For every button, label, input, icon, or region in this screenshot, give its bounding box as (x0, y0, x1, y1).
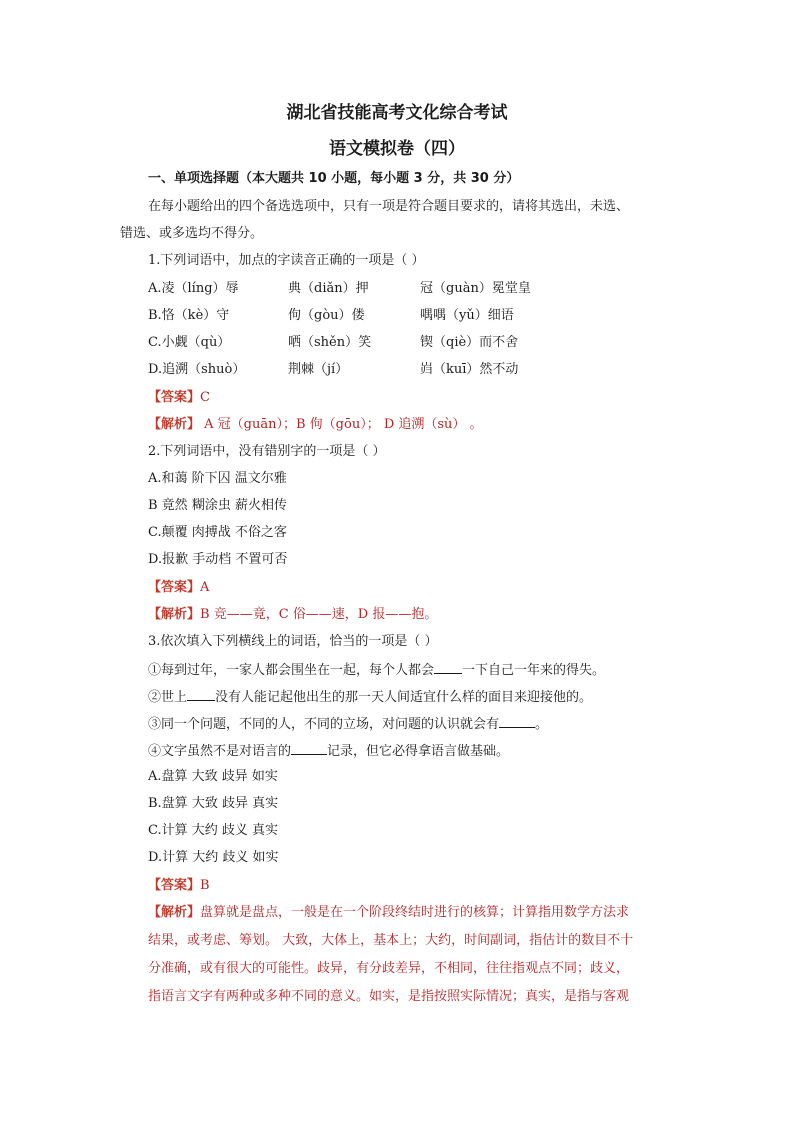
q2-option-c: C.颠覆 肉搏战 不俗之客 (148, 525, 287, 540)
q3-sentence-2-post: 没有人能记起他出生的那一天人间适宜什么样的面目来迎接他的。 (215, 690, 593, 705)
exam-subtitle: 语文模拟卷（四） (329, 139, 465, 159)
q1-analysis-label: 【解析】 (148, 417, 201, 432)
q1-option-b-word-2: 佝（gòu）偻 (288, 308, 365, 323)
q1-answer (148, 389, 210, 407)
q1-option-c-word-1: C.小觑（qù） (148, 335, 231, 350)
section-instruction-line-2: 错选、或多选均不得分。 (120, 226, 264, 241)
q1-option-b-word-3: 喁喁（yǔ）细语 (420, 308, 514, 323)
q2-analysis-label: 【解析】 (148, 607, 201, 622)
q3-sentence-2 (148, 687, 592, 707)
q2-analysis (148, 606, 437, 624)
q3-option-a: A.盘算 大致 歧异 如实 (148, 769, 278, 784)
section-instruction-line-1: 在每小题给出的四个备选选项中，只有一项是符合题目要求的，请将其选出，未选、 (148, 199, 630, 214)
q2-option-a: A.和蔼 阶下囚 温文尔雅 (148, 471, 287, 486)
q3-analysis-line-4: 指语言文字有两种或多种不同的意义。如实，是指按照实际情况；真实，是指与客观 (148, 989, 630, 1004)
exam-title: 湖北省技能高考文化综合考试 (286, 103, 508, 123)
q1-answer-value: C (200, 390, 210, 405)
q3-sentence-4 (148, 741, 509, 761)
section-heading: 一、单项选择题（本大题共 10 小题，每小题 3 分，共 30 分） (148, 171, 520, 186)
q3-sentence-1 (148, 660, 605, 680)
q3-sentence-4-pre: ④文字虽然不是对语言的 (148, 744, 292, 759)
q3-analysis-line-2: 结果，或考虑、筹划。 大致，大体上，基本上；大约，时间副词，指估计的数目不十 (148, 933, 634, 948)
q3-answer-label: 【答案】 (148, 878, 201, 893)
q3-sentence-2-pre: ②世上 (148, 690, 188, 705)
q3-blank-4 (291, 741, 327, 755)
q3-blank-1 (434, 660, 462, 674)
q3-analysis-line-3: 分准确，或有很大的可能性。歧异，有分歧差异，不相同，往往指观点不同；歧义， (148, 961, 630, 976)
q1-option-c-word-2: 哂（shěn）笑 (288, 335, 372, 350)
q1-option-d-word-2: 荆棘（jí） (288, 362, 349, 377)
q1-option-b-word-1: B.恪（kè）守 (148, 308, 230, 323)
q1-answer-label: 【答案】 (148, 390, 201, 405)
q1-option-c-word-3: 锲（qiè）而不舍 (420, 335, 519, 350)
q3-option-c: C.计算 大约 歧义 真实 (148, 823, 279, 838)
q3-analysis-line-1 (148, 904, 629, 922)
q3-blank-3 (499, 714, 535, 728)
q3-answer (148, 877, 210, 895)
q3-sentence-1-post: 一下自己一年来的得失。 (462, 663, 606, 678)
q3-analysis-label: 【解析】 (148, 905, 201, 920)
q3-option-d: D.计算 大约 歧义 如实 (148, 850, 279, 865)
q3-sentence-3-post: 。 (535, 717, 549, 732)
q1-option-d-word-3: 岿（kuī）然不动 (420, 362, 519, 377)
q2-answer-label: 【答案】 (148, 580, 201, 595)
q1-option-a-word-1: A.凌（líng）辱 (148, 281, 239, 296)
q3-blank-2 (187, 687, 215, 701)
q2-analysis-text: B 竞——竟，C 俗——速，D 报——抱。 (200, 607, 438, 622)
q1-analysis-text: A 冠（guān）；B 佝（gōu）； D 追溯（sù） 。 (200, 417, 483, 432)
q3-answer-value: B (200, 878, 210, 893)
q3-sentence-4-post: 记录，但它必得拿语言做基础。 (327, 744, 510, 759)
q1-analysis (148, 416, 483, 434)
q1-option-a-word-2: 典（diǎn）押 (288, 281, 369, 296)
q3-sentence-1-pre: ①每到过年，一家人都会围坐在一起，每个人都会 (148, 663, 435, 678)
q1-option-a-word-3: 冠（guàn）冕堂皇 (420, 281, 531, 296)
q1-option-d-word-1: D.追溯（shuò） (148, 362, 246, 377)
q3-option-b: B.盘算 大致 歧异 真实 (148, 796, 279, 811)
q3-sentence-3-pre: ③同一个问题，不同的人，不同的立场，对问题的认识就会有 (148, 717, 500, 732)
q2-stem: 2.下列词语中，没有错别字的一项是（ ） (148, 444, 386, 459)
q3-stem: 3.依次填入下列横线上的词语，恰当的一项是（ ） (148, 634, 438, 649)
q2-option-d: D.报歉 手动档 不置可否 (148, 552, 288, 567)
q3-sentence-3 (148, 714, 548, 734)
q1-stem: 1.下列词语中，加点的字读音正确的一项是（ ） (148, 253, 425, 268)
q2-option-b: B 竟然 糊涂虫 薪火相传 (148, 498, 287, 513)
q3-analysis-text-1: 盘算就是盘点，一般是在一个阶段终结时进行的核算；计算指用数学方法求 (200, 905, 630, 920)
q2-answer-value: A (200, 580, 210, 595)
q2-answer (148, 579, 209, 597)
